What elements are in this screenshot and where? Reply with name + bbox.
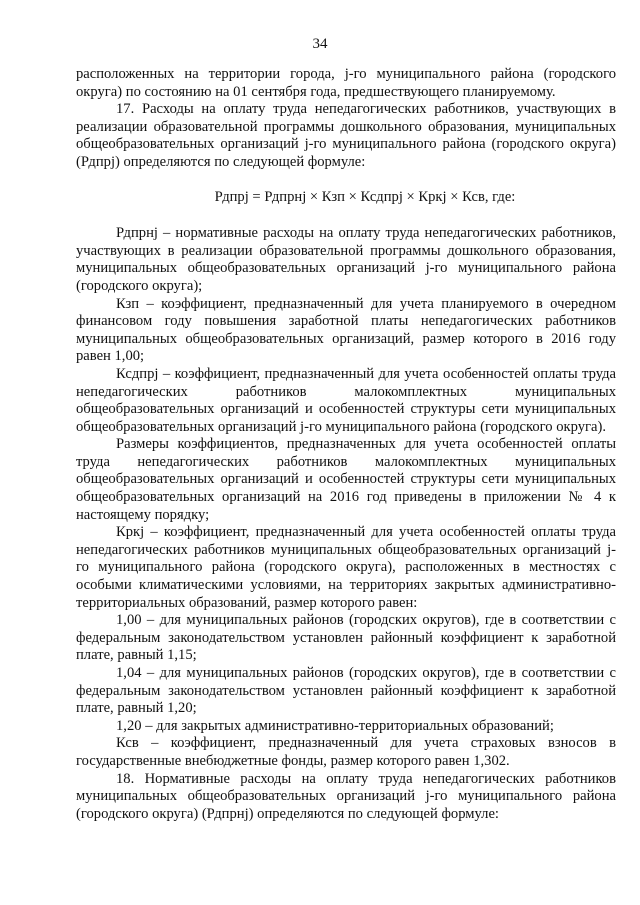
document-body: [76, 66, 616, 823]
formula: Рдпрj = Рдпрнj × Кзп × Ксдпрj × Кркj × Ксв, где:: [214, 188, 516, 205]
paragraph-ksdprj-definition: Ксдпрj – коэффициент, предназначенный для учета особенностей оплаты труда непедагогических работников малокомплектных муниципальных общеобразовательных организаций и особенностей структуры сети муниципальных общеобразовательных организаций j-го муниципального района (городского округа).: [76, 365, 616, 435]
paragraph-ksv-definition: Ксв – коэффициент, предназначенный для учета страховых взносов в государственные внебюджетные фонды, размер которого равен 1,302.: [76, 735, 616, 769]
list-item-1-20: 1,20 – для закрытых административно-территориальных образований;: [116, 717, 554, 734]
paragraph-coefficient-sizes: Размеры коэффициентов, предназначенных для учета особенностей оплаты труда непедагогических работников малокомплектных муниципальных общеобразовательных организаций и особенностей структуры сети муниципальных общеобразовательных организаций на 2016 год приведены в приложении № 4 к настоящему порядку;: [76, 436, 616, 523]
paragraph-krkj-definition: Кркj – коэффициент, предназначенный для учета особенностей оплаты труда непедагогических работников муниципальных общеобразовательных организаций j-го муниципального района (городского округа), расположенных в местностях с особыми климатическими условиями, на территориях закрытых административно-территориальных образований, размер которого равен:: [76, 524, 616, 611]
paragraph-continuation: расположенных на территории города, j-го муниципального района (городского округа) по состоянию на 01 сентября года, предшествующего планируемому.: [76, 66, 616, 100]
paragraph-rdprnj-definition: Рдпрнj – нормативные расходы на оплату труда непедагогических работников, участвующих в реализации образовательной программы дошкольного образования, муниципальных общеобразовательных организаций j-го муниципального района (городского округа);: [76, 225, 616, 294]
list-item-1-04: 1,04 – для муниципальных районов (городских округов), где в соответствии с федеральным законодательством установлен районный коэффициент к заработной плате, равный 1,20;: [76, 665, 616, 717]
paragraph-kzp-definition: Кзп – коэффициент, предназначенный для учета планируемого в очередном финансовом году повышения заработной платы непедагогических работников муниципальных общеобразовательных организаций, размер которого в 2016 году равен 1,00;: [76, 295, 616, 365]
paragraph-item-17: 17. Расходы на оплату труда непедагогических работников, участвующих в реализации образовательной программы дошкольного образования, муниципальных общеобразовательных организаций j-го муниципального района (городского округа) (Рдпрj) определяются по следующей формуле:: [76, 101, 616, 170]
page-number: 34: [312, 36, 328, 52]
list-item-1-00: 1,00 – для муниципальных районов (городских округов), где в соответствии с федеральным законодательством установлен районный коэффициент к заработной плате, равный 1,15;: [76, 612, 616, 664]
paragraph-item-18: 18. Нормативные расходы на оплату труда непедагогических работников муниципальных общеобразовательных организаций j-го муниципального района (городского округа) (Рдпрнj) определяются по следующей формуле:: [76, 770, 616, 822]
